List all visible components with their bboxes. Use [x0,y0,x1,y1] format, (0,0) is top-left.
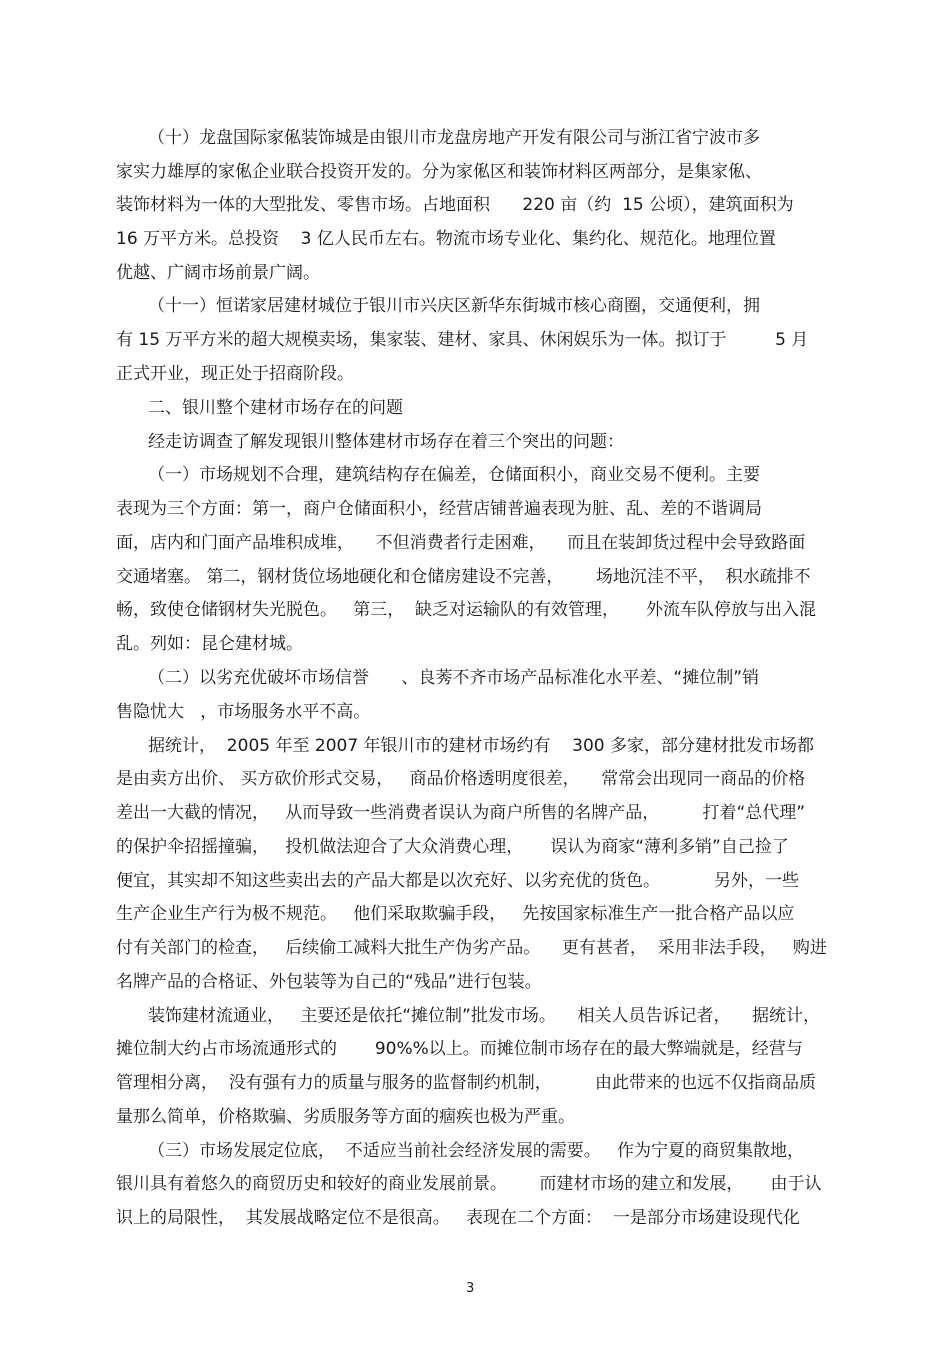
text-line: 便宜，其实却不知这些卖出去的产品大都是以次充好、以劣充优的货色。 另外，一些 [116,871,800,891]
text-line: 生产企业生产行为极不规范。 他们采取欺骗手段， 先按国家标准生产一批合格产品以应 [116,904,795,924]
page-number: 3 [466,1281,475,1296]
text-line: 售隐忧大 ，市场服务水平不高。 [116,702,371,722]
text-line: 装饰材料为一体的大型批发、零售市场。占地面积 220 亩（约 15 公顷），建筑面积为 [116,195,794,215]
text-line: 管理相分离， 没有强有力的质量与服务的监督制约机制， 由此带来的也远不仅指商品质 [116,1073,817,1093]
text-line: 乱。列如：昆仑建材城。 [116,634,303,654]
text-line: 识上的局限性， 其发展战略定位不是很高。 表现在二个方面： 一是部分市场建设现代化 [116,1208,800,1228]
text-line: 16 万平方米。总投资 3 亿人民币左右。物流市场专业化、集约化、规范化。地理位置 [116,229,776,249]
text-line: 银川具有着悠久的商贸历史和较好的商业发展前景。 而建材市场的建立和发展， 由于认 [116,1174,822,1194]
text-line: （十）龙盘国际家俬装饰城是由银川市龙盘房地产开发有限公司与浙江省宁波市多 [148,128,760,148]
section-heading: 二、银川整个建材市场存在的问题 [148,398,403,418]
text-line: （三）市场发展定位底， 不适应当前社会经济发展的需要。 作为宁夏的商贸集散地， [148,1141,805,1161]
text-line: 交通堵塞。 第二，钢材货位场地硬化和仓储房建设不完善， 场地沉洼不平， 积水疏排不 [116,567,811,587]
text-line: 的保护伞招摇撞骗， 投机做法迎合了大众消费心理， 误认为商家“薄利多销”自己捡了 [116,837,789,857]
text-line: 优越、广阔市场前景广阔。 [116,263,320,283]
text-line: 正式开业，现正处于招商阶段。 [116,364,354,384]
text-line: 有 15 万平方米的超大规模卖场，集家装、建材、家具、休闲娱乐为一体。拟订于 5 月 [116,330,809,350]
text-line: 装饰建材流通业， 主要还是依托“摊位制”批发市场。 相关人员告诉记者， 据统计， [148,1006,821,1026]
text-line: 表现为三个方面：第一，商户仓储面积小，经营店铺普遍表现为脏、乱、差的不谐调局 [116,499,762,519]
text-line: 经走访调查了解发现银川整体建材市场存在着三个突出的问题： [148,432,624,452]
text-line: 据统计， 2005 年至 2007 年银川市的建材市场约有 300 多家，部分建材批发市场都 [148,736,815,756]
text-line: 量那么简单，价格欺骗、劣质服务等方面的痼疾也极为严重。 [116,1107,575,1127]
text-line: 面，店内和门面产品堆积成堆， 不但消费者行走困难， 而且在装卸货过程中会导致路面 [116,533,806,553]
text-line: 是由卖方出价、 买方砍价形式交易， 商品价格透明度很差， 常常会出现同一商品的价格 [116,769,806,789]
text-line: （十一）恒诺家居建材城位于银川市兴庆区新华东街城市核心商圈，交通便利，拥 [148,296,760,316]
text-line: （一）市场规划不合理，建筑结构存在偏差，仓储面积小，商业交易不便利。主要 [148,465,760,485]
text-line: 付有关部门的检查， 后续偷工减料大批生产伪劣产品。 更有甚者， 采用非法手段， 购进 [116,938,827,958]
text-line: 名牌产品的合格证、外包装等为自己的“残品”进行包装。 [116,972,542,992]
text-line: 畅，致使仓储钢材失光脱色。 第三， 缺乏对运输队的有效管理， 外流车队停放与出入混 [116,600,817,620]
text-line: （二）以劣充优破坏市场信誉 、良莠不齐市场产品标准化水平差、“摊位制”销 [148,668,760,688]
text-line: 差出一大截的情况， 从而导致一些消费者误认为商户所售的名牌产品， 打着“总代理” [116,803,806,823]
text-line: 摊位制大约占市场流通形式的 90%%以上。而摊位制市场存在的最大弊端就是，经营与 [116,1039,803,1059]
text-line: 家实力雄厚的家俬企业联合投资开发的。分为家俬区和装饰材料区两部分，是集家俬、 [116,162,762,182]
